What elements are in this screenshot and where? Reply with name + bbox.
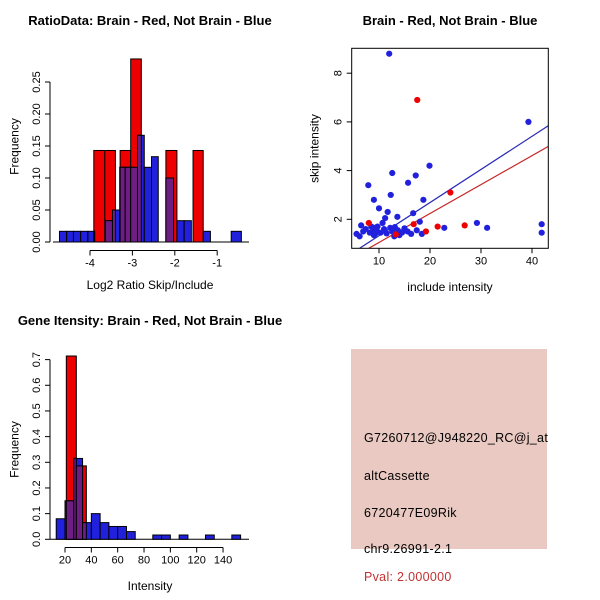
not_brain-points-group bbox=[353, 51, 544, 240]
svg-text:120: 120 bbox=[187, 554, 206, 567]
panel-gene-info bbox=[300, 300, 600, 600]
gene-histogram-ylabel: Frequency bbox=[7, 421, 22, 478]
gene-histogram-title: Gene Itensity: Brain - Red, Not Brain - Blue bbox=[17, 313, 283, 328]
svg-text:0.6: 0.6 bbox=[31, 377, 43, 393]
svg-text:0.4: 0.4 bbox=[31, 428, 43, 445]
gene-histogram-xlabel: Intensity bbox=[127, 579, 173, 593]
scatter-ylabel: skip intensity bbox=[307, 114, 322, 183]
svg-text:8: 8 bbox=[332, 70, 345, 77]
svg-text:-1: -1 bbox=[212, 257, 223, 270]
svg-text:0.15: 0.15 bbox=[31, 135, 43, 157]
scatter-title: Brain - Red, Not Brain - Blue bbox=[362, 13, 538, 28]
svg-text:80: 80 bbox=[137, 554, 151, 567]
svg-text:0.5: 0.5 bbox=[31, 403, 43, 419]
svg-text:2: 2 bbox=[332, 216, 345, 223]
locus-text: chr9.26991-2.1 bbox=[364, 542, 453, 556]
gene-info-box bbox=[351, 349, 549, 584]
svg-text:-4: -4 bbox=[85, 257, 95, 270]
svg-text:0.05: 0.05 bbox=[31, 199, 43, 221]
svg-text:0.10: 0.10 bbox=[31, 167, 43, 189]
svg-text:40: 40 bbox=[525, 255, 539, 268]
ratio-histogram-title: RatioData: Brain - Red, Not Brain - Blue bbox=[28, 13, 272, 28]
svg-text:0.1: 0.1 bbox=[31, 505, 43, 522]
scatter-plot-canvas bbox=[300, 0, 600, 300]
svg-text:20: 20 bbox=[58, 554, 72, 567]
svg-text:140: 140 bbox=[213, 554, 233, 567]
probe-id-text: G7260712@J948220_RC@j_at bbox=[364, 431, 549, 445]
svg-text:0.2: 0.2 bbox=[31, 480, 43, 496]
svg-text:30: 30 bbox=[474, 255, 488, 268]
svg-text:-3: -3 bbox=[127, 257, 138, 270]
brain-points-group bbox=[366, 97, 468, 238]
svg-text:0.25: 0.25 bbox=[31, 71, 43, 93]
svg-text:0.20: 0.20 bbox=[31, 103, 43, 125]
svg-text:0.00: 0.00 bbox=[31, 231, 43, 253]
svg-text:-2: -2 bbox=[169, 257, 180, 270]
scatter-xlabel: include intensity bbox=[407, 280, 493, 294]
ratio-histogram-ylabel: Frequency bbox=[7, 118, 22, 175]
pval-text: Pval: 2.000000 bbox=[364, 570, 452, 584]
panel-intensity-scatter bbox=[300, 0, 600, 300]
svg-text:6: 6 bbox=[332, 118, 345, 125]
svg-text:4: 4 bbox=[332, 167, 345, 174]
svg-text:40: 40 bbox=[85, 554, 98, 567]
gene-histogram-canvas bbox=[0, 300, 300, 600]
blue-bars-group bbox=[59, 135, 241, 242]
svg-text:100: 100 bbox=[161, 554, 180, 567]
gene-name-text: 6720477E09Rik bbox=[364, 506, 457, 520]
panel-ratio-histogram bbox=[0, 0, 300, 300]
svg-text:20: 20 bbox=[423, 255, 437, 268]
svg-text:60: 60 bbox=[111, 554, 124, 567]
svg-text:0.7: 0.7 bbox=[31, 351, 43, 368]
svg-text:0.3: 0.3 bbox=[31, 454, 43, 470]
ratio-histogram-canvas bbox=[0, 0, 300, 300]
svg-text:0.0: 0.0 bbox=[31, 531, 43, 547]
ratio-histogram-xlabel: Log2 Ratio Skip/Include bbox=[86, 278, 214, 292]
splice-type-text: altCassette bbox=[364, 469, 430, 483]
svg-text:10: 10 bbox=[372, 255, 386, 268]
panel-gene-histogram bbox=[0, 300, 300, 600]
